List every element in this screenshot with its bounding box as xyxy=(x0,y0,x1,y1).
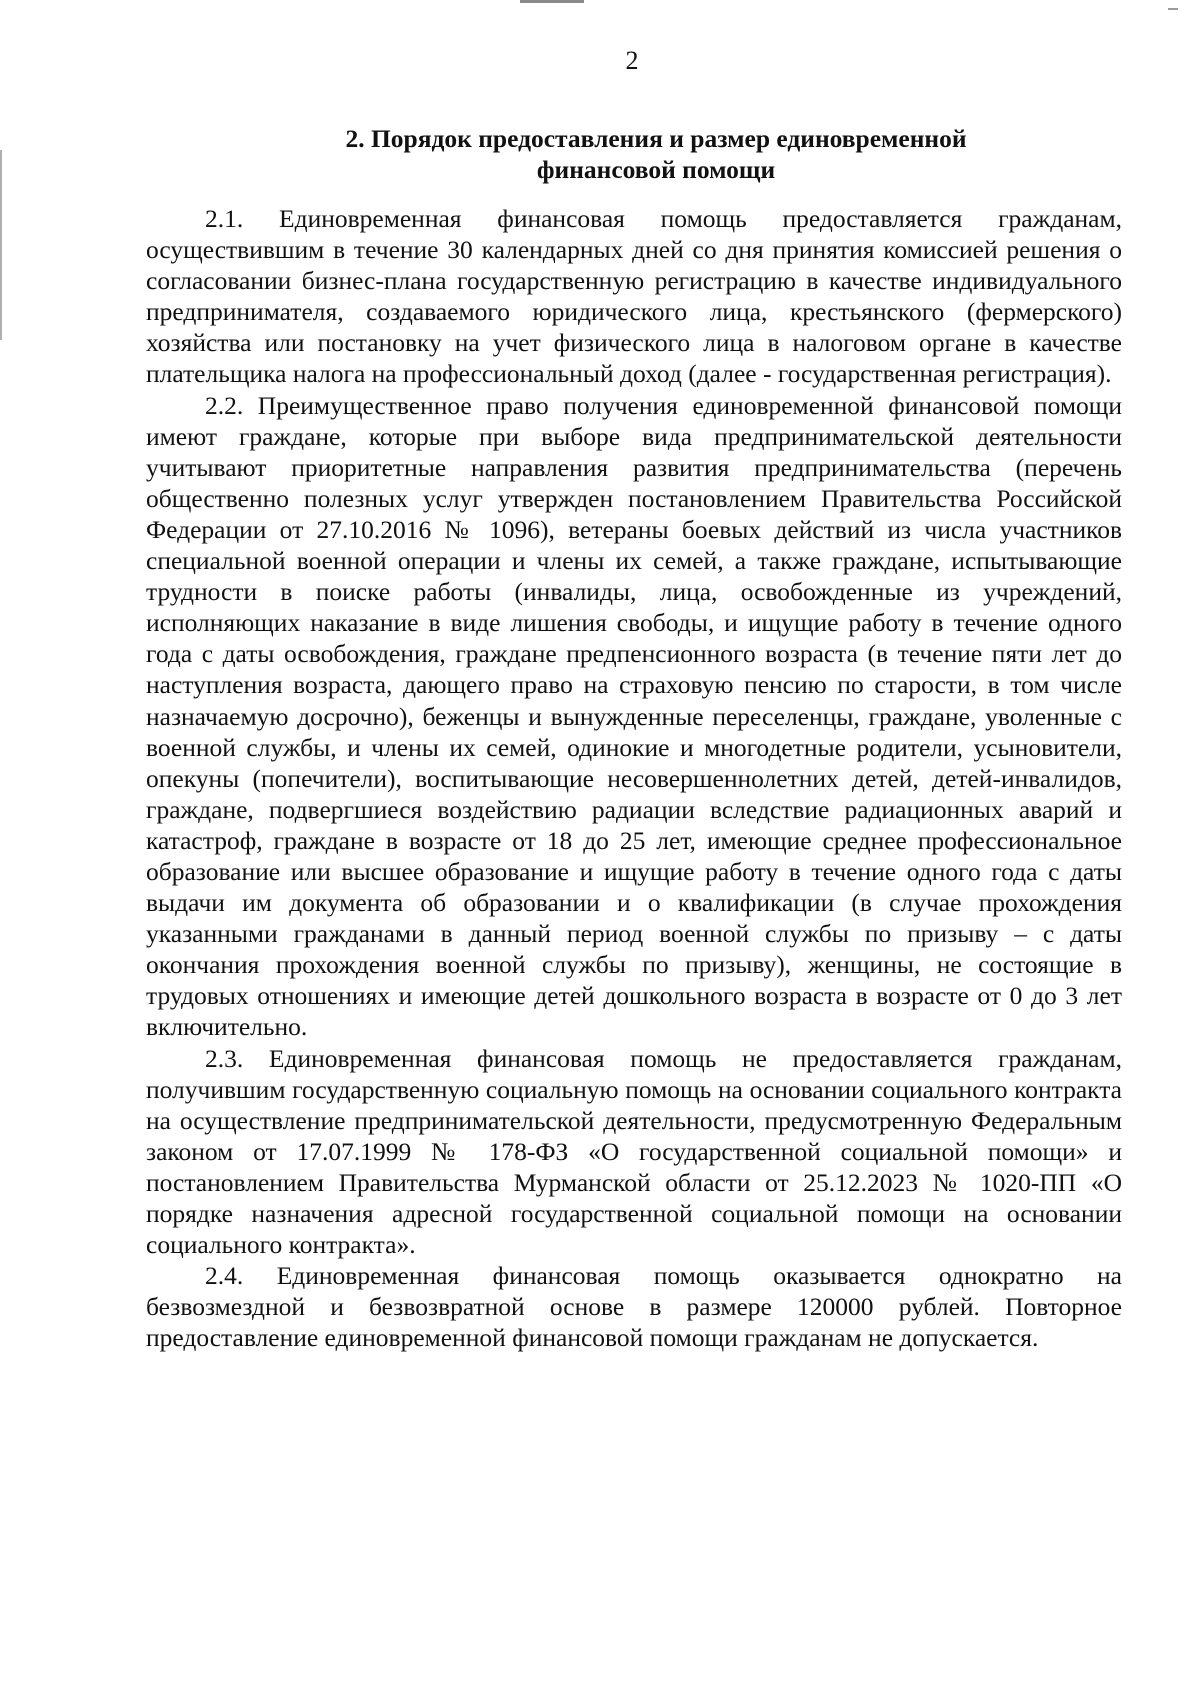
section-body xyxy=(146,203,1122,1353)
scan-edge-line xyxy=(0,150,2,340)
paragraph-2-4: 2.4. Единовременная финансовая помощь оказывается однократно на безвозмездной и безвозвратной основе в размере 120000 рублей. Повторное предоставление единовременной финансовой помощи гражданам не допускается. xyxy=(146,1261,1122,1353)
scan-corner-mark xyxy=(1168,8,1178,10)
section-title-line-2: финансовой помощи xyxy=(536,155,776,184)
scan-top-mark xyxy=(520,0,584,3)
section-title-line-1: 2. Порядок предоставления и размер единовременной xyxy=(345,124,967,153)
section-title xyxy=(300,123,1012,185)
paragraph-2-3: 2.3. Единовременная финансовая помощь не предоставляется гражданам, получившим государственную социальную помощь на основании социального контракта на осуществление предпринимательской деятельности, предусмотренную Федеральным законом от 17.07.1999 № 178-ФЗ «О государственной социальной помощи» и постановлением Правительства Мурманской области от 25.12.2023 № 1020-ПП «О порядке назначения адресной государственной социальной помощи на основании социального контракта». xyxy=(146,1043,1122,1260)
paragraph-2-1: 2.1. Единовременная финансовая помощь предоставляется гражданам, осуществившим в течение 30 календарных дней со дня принятия комиссией решения о согласовании бизнес-плана государственную регистрацию в качестве индивидуального предпринимателя, создаваемого юридического лица, крестьянского (фермерского) хозяйства или постановку на учет физического лица в налоговом органе в качестве плательщика налога на профессиональный доход (далее - государственная регистрация). xyxy=(146,204,1122,389)
page-number: 2 xyxy=(625,46,639,75)
paragraph-2-2: 2.2. Преимущественное право получения единовременной финансовой помощи имеют граждане, которые при выборе вида предпринимательской деятельности учитывают приоритетные направления развития предпринимательства (перечень общественно полезных услуг утвержден постановлением Правительства Российской Федерации от 27.10.2016 № 1096), ветераны боевых действий из числа участников специальной военной операции и члены их семей, а также граждане, испытывающие трудности в поиске работы (инвалиды, лица, освобожденные из учреждений, исполняющих наказание в виде лишения свободы, и ищущие работу в течение одного года с даты освобождения, граждане предпенсионного возраста (в течение пяти лет до наступления возраста, дающего право на страховую пенсию по старости, в том числе назначаемую досрочно), беженцы и вынужденные переселенцы, граждане, уволенные с военной службы, и члены их семей, одинокие и многодетные родители, усыновители, опекуны (попечители), воспитывающие несовершеннолетних детей, детей-инвалидов, граждане, подвергшиеся воздействию радиации вследствие радиационных аварий и катастроф, граждане в возрасте от 18 до 25 лет, имеющие среднее профессиональное образование или высшее образование и ищущие работу в течение одного года с даты выдачи им документа об образовании и о квалификации (в случае прохождения указанными гражданами в данный период военной службы по призыву – с даты окончания прохождения военной службы по призыву), женщины, не состоящие в трудовых отношениях и имеющие детей дошкольного возраста в возрасте от 0 до 3 лет включительно. xyxy=(146,390,1122,1042)
